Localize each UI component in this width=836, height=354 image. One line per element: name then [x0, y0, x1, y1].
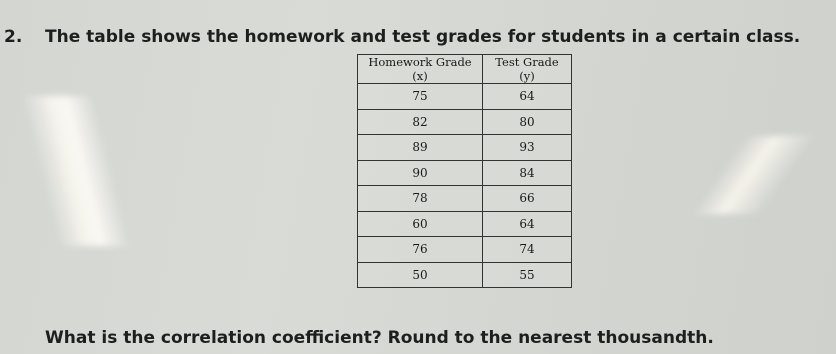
question-text: The table shows the homework and test grades for students in a certain class. — [45, 27, 801, 47]
test-grade-cell: 74 — [483, 237, 572, 263]
test-grade-cell: 64 — [483, 211, 572, 237]
question-prompt: What is the correlation coefficient? Round to the nearest thousandth. — [45, 328, 714, 348]
table-row — [358, 135, 572, 161]
light-glare-left — [21, 96, 130, 246]
table-row — [358, 84, 572, 110]
test-grade-cell: 55 — [483, 262, 572, 288]
test-grade-cell: 66 — [483, 186, 572, 212]
table-row — [358, 262, 572, 288]
table-row — [358, 109, 572, 135]
homework-grade-cell: 75 — [358, 84, 483, 110]
test-grade-cell: 64 — [483, 84, 572, 110]
test-grade-cell: 93 — [483, 135, 572, 161]
table-row — [358, 160, 572, 186]
light-glare-right — [691, 136, 816, 214]
table-row — [358, 186, 572, 212]
test-grade-cell: 84 — [483, 160, 572, 186]
homework-grade-cell: 50 — [358, 262, 483, 288]
homework-grade-cell: 90 — [358, 160, 483, 186]
homework-grade-cell: 82 — [358, 109, 483, 135]
homework-grade-cell: 89 — [358, 135, 483, 161]
table-row — [358, 211, 572, 237]
question-number: 2. — [4, 27, 23, 47]
header-test-grade: Test Grade (y) — [483, 55, 572, 84]
header-homework-grade: Homework Grade (x) — [358, 55, 483, 84]
homework-grade-cell: 60 — [358, 211, 483, 237]
homework-grade-cell: 78 — [358, 186, 483, 212]
table-row — [358, 237, 572, 263]
grades-table — [357, 54, 572, 288]
test-grade-cell: 80 — [483, 109, 572, 135]
homework-grade-cell: 76 — [358, 237, 483, 263]
table-header-row — [358, 55, 572, 84]
